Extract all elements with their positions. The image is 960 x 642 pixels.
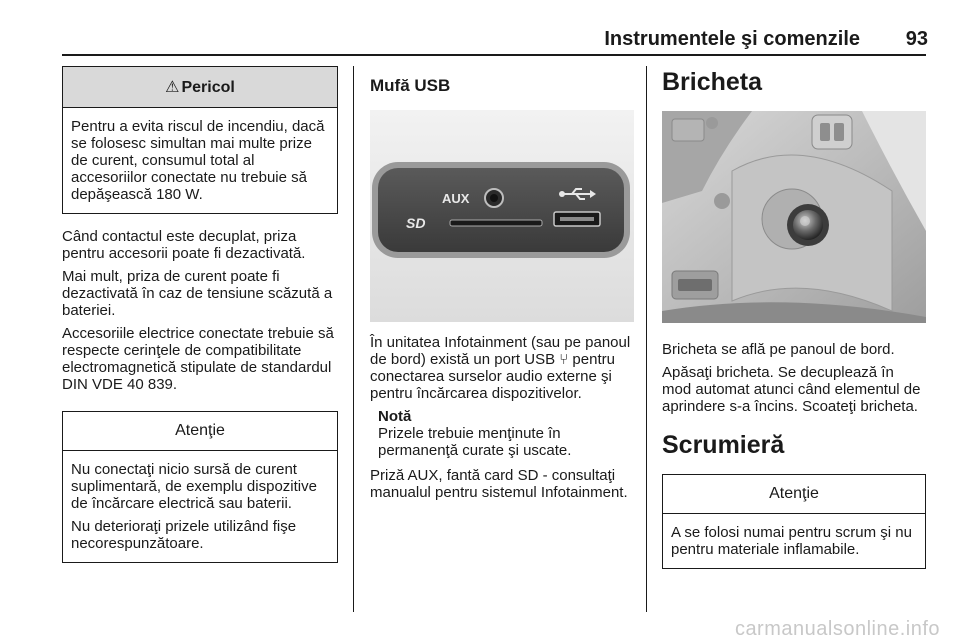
- column-left: [62, 66, 338, 563]
- danger-box-title: Pericol: [181, 79, 235, 96]
- note-title: Notă: [378, 408, 412, 425]
- cigarette-lighter-image: [662, 111, 926, 323]
- column-middle: [370, 66, 634, 507]
- danger-box: [62, 66, 338, 214]
- paragraph-ignition-off: Când contactul este decuplat, priza pentru accesorii poate fi dezactivată.: [62, 228, 306, 262]
- watermark: carmanualsonline.info: [734, 618, 940, 640]
- paragraph-lighter-location: Bricheta se află pe panoul de bord.: [662, 341, 895, 358]
- danger-box-header: [63, 67, 337, 108]
- column-divider-2: [646, 66, 647, 612]
- note-block: [370, 408, 634, 459]
- caution-box-sockets: [62, 411, 338, 563]
- paragraph-low-voltage: Mai mult, priza de curent poate fi dezactivată în caz de tensiune scăzută a bateriei.: [62, 268, 333, 319]
- paragraph-aux-sd: Priză AUX, fantă card SD - consultaţi manualul pentru sistemul Infotainment.: [370, 467, 628, 501]
- column-right: [662, 66, 926, 569]
- usb-aux-panel-image: [370, 110, 634, 322]
- lighter-heading: Bricheta: [662, 68, 763, 96]
- caution-box-header: Atenţie: [63, 412, 337, 451]
- header-rule: [62, 54, 926, 56]
- usb-heading: Mufă USB: [370, 76, 451, 95]
- note-text: Prizele trebuie menţinute în permanenţă curate şi uscate.: [378, 425, 572, 459]
- paragraph-emc-standard: Accesoriile electrice conectate trebuie să respecte cerinţele de compatibilitate electromagnetică stipulate de standardul DIN VDE 40 839.: [62, 325, 334, 393]
- aux-label: AUX: [442, 191, 470, 206]
- ashtray-heading: Scrumieră: [662, 431, 785, 459]
- sd-label: SD: [406, 215, 426, 231]
- caution-box-body: [63, 451, 337, 562]
- caution-text-plugs: Nu deterioraţi prizele utilizând fişe necorespunzătoare.: [71, 518, 297, 552]
- page-number: 93: [905, 28, 928, 50]
- warning-triangle-icon: ⚠: [165, 79, 180, 96]
- danger-box-body: [63, 108, 337, 213]
- paragraph-usb-port: În unitatea Infotainment (sau pe panoul de bord) există un port USB ⑂ pentru conectarea surselor audio externe şi pentru încărcarea dispozitivelor.: [370, 334, 631, 402]
- column-divider-1: [353, 66, 354, 612]
- danger-box-text: Pentru a evita riscul de incendiu, dacă se folosesc simultan mai multe prize de curent, consumul total al accesoriilor conectate nu trebuie să depăşească 180 W.: [71, 118, 325, 203]
- caution-box-ashtray-body: [663, 514, 925, 568]
- sd-card-slot-icon: [450, 220, 542, 226]
- caution-text-power-source: Nu conectaţi nicio sursă de curent suplimentară, de exemplu dispozitive de încărcare electrică sau baterii.: [71, 461, 317, 512]
- running-header-title: Instrumentele şi comenzile: [604, 28, 860, 50]
- caution-box-ashtray-header: Atenţie: [663, 475, 925, 514]
- caution-ashtray-text: A se folosi numai pentru scrum şi nu pentru materiale inflamabile.: [671, 524, 912, 558]
- paragraph-lighter-usage: Apăsaţi bricheta. Se decuplează în mod automat atunci când elementul de aprindere s-a încins. Scoateţi bricheta.: [662, 364, 921, 415]
- caution-box-ashtray: [662, 474, 926, 569]
